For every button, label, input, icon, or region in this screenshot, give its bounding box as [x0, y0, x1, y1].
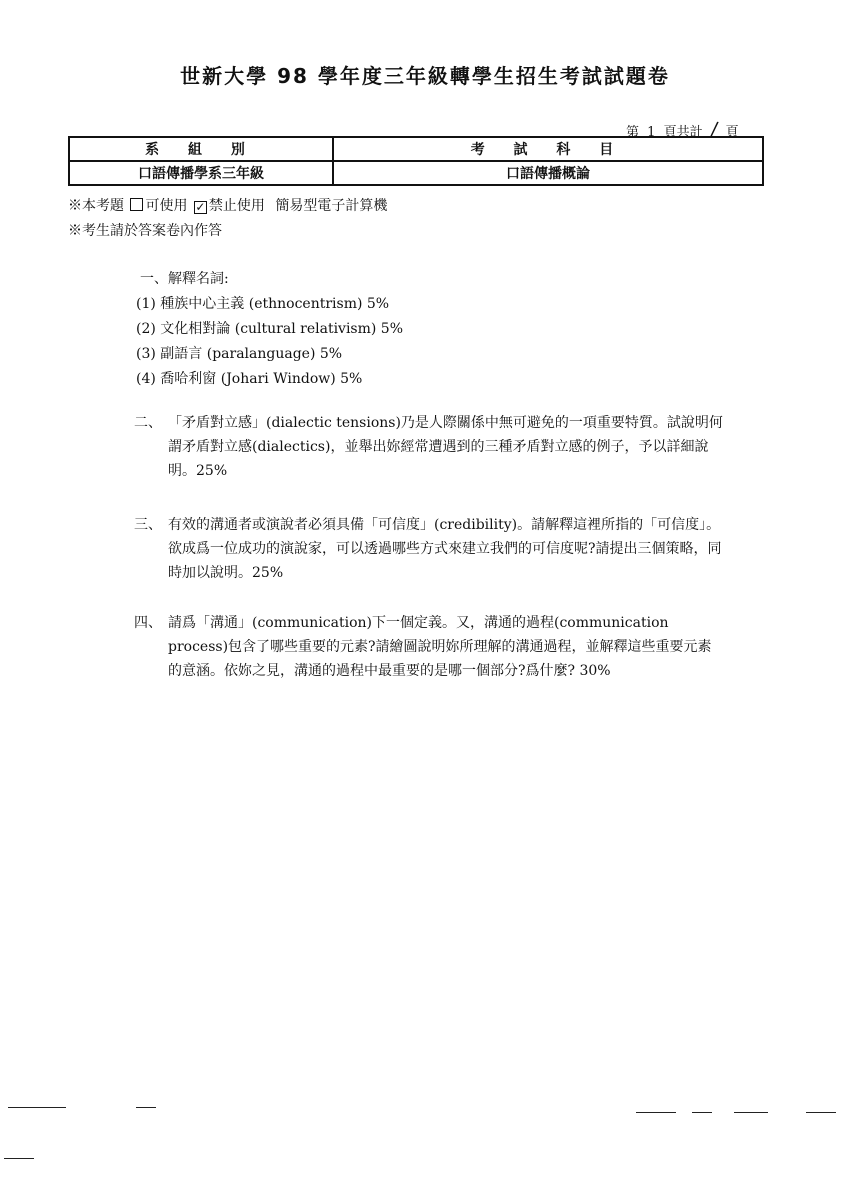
department-column-header: 系 組 別 [69, 137, 333, 161]
question-4-text: 請爲「溝通」(communication)下一個定義。又，溝通的過程(communication process)包含了哪些重要的元素?請繪圖說明妳所理解的溝通過程，並解釋這些重要元素的意涵。依妳之見，溝通的過程中最重要的是哪一個部分?爲什麼? 30% [168, 615, 712, 679]
question-2-text: 「矛盾對立感」(dialectic tensions)乃是人際關係中無可避免的一項重要特質。試說明何謂矛盾對立感(dialectics)，並舉出妳經常遭遇到的三種矛盾對立感的例子，予以詳細說明。25% [168, 415, 723, 479]
question-1-heading: 一、解釋名詞: [140, 271, 229, 287]
page-suffix: 頁 [725, 125, 739, 140]
question-3-number: 三、 [134, 517, 162, 533]
question-1-term: (2) 文化相對論 (cultural relativism) 5% [136, 321, 404, 337]
scan-artifact-line [4, 1158, 34, 1159]
question-4 [134, 611, 724, 683]
page-slash: / [709, 116, 720, 142]
page-prefix: 第 [626, 125, 640, 140]
allowed-checkbox [130, 198, 143, 211]
calculator-note [68, 195, 387, 215]
answer-note: ※考生請於答案卷內作答 [68, 223, 222, 239]
scan-artifact-line [734, 1112, 768, 1113]
question-3-text: 有效的溝通者或演說者必須具備「可信度」(credibility)。請解釋這裡所指的「可信度」。欲成爲一位成功的演說家，可以透過哪些方式來建立我們的可信度呢?請提出三個策略，同時加以說明。25% [168, 517, 722, 581]
question-1-term: (4) 喬哈利窗 (Johari Window) 5% [136, 371, 363, 387]
calculator-note-suffix: 簡易型電子計算機 [275, 198, 388, 214]
forbidden-checkbox [194, 201, 207, 214]
scan-artifact-line [806, 1112, 836, 1113]
page-middle: 頁共計 [663, 125, 703, 140]
scan-artifact-line [136, 1107, 156, 1108]
question-1-term: (1) 種族中心主義 (ethnocentrism) 5% [136, 296, 390, 312]
forbidden-label: 禁止使用 [208, 198, 265, 214]
header-table [68, 136, 764, 186]
question-1-term: (3) 副語言 (paralanguage) 5% [136, 346, 343, 362]
subject-column-header: 考 試 科 目 [333, 137, 763, 161]
check-mark-icon: ✓ [195, 200, 206, 214]
department-value: 口語傳播學系三年級 [69, 161, 333, 185]
allowed-label: 可使用 [145, 198, 188, 214]
scan-artifact-line [692, 1112, 712, 1113]
question-3 [134, 513, 724, 585]
page-current: 1 [647, 125, 656, 140]
question-4-number: 四、 [134, 615, 162, 631]
scan-artifact-line [8, 1107, 66, 1108]
scan-artifact-line [636, 1112, 676, 1113]
question-2 [134, 411, 724, 483]
calculator-note-prefix: ※本考題 [68, 198, 124, 214]
exam-title: 世新大學 98 學年度三年級轉學生招生考試試題卷 [180, 64, 670, 88]
subject-value: 口語傳播概論 [333, 161, 763, 185]
question-2-number: 二、 [134, 415, 162, 431]
